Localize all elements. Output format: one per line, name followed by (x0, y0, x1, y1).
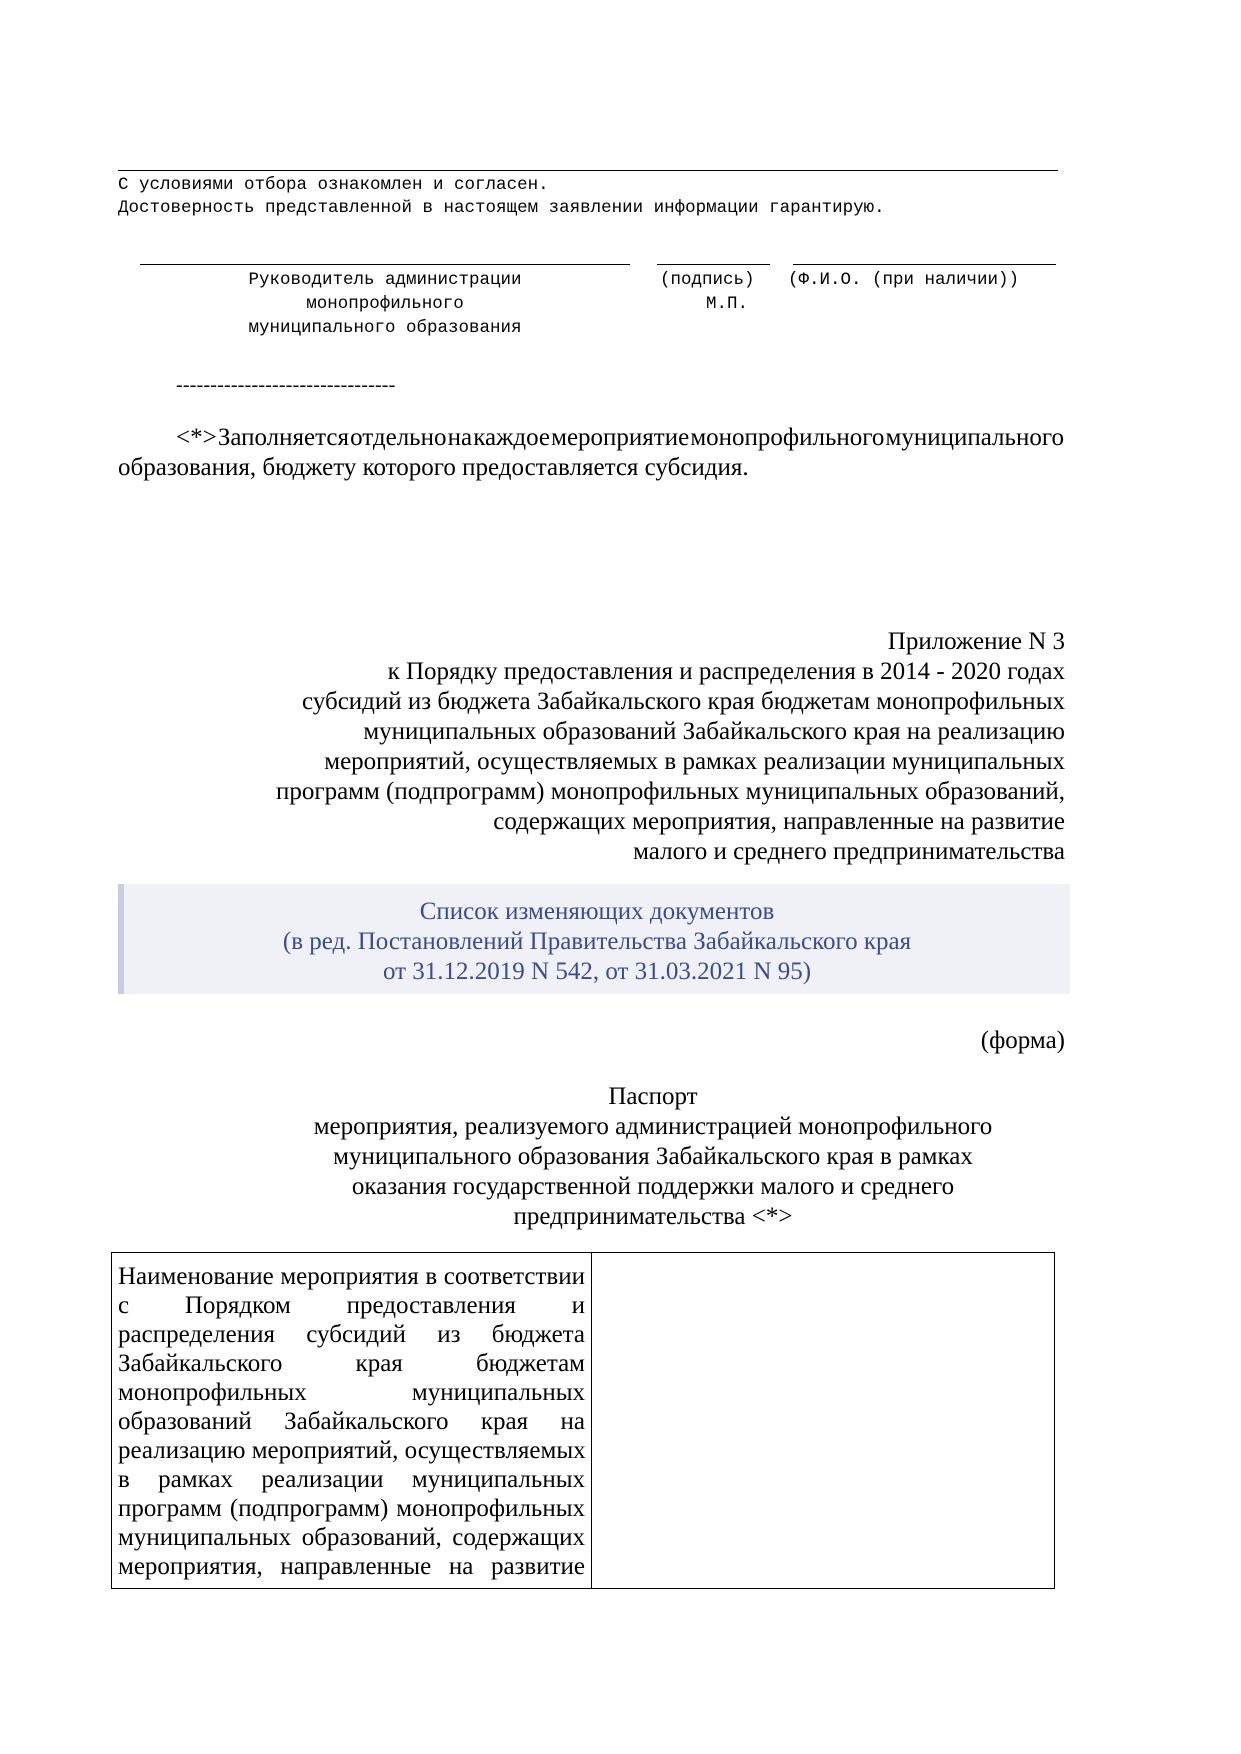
position-line-2: монопрофильного (306, 294, 464, 314)
fio-rule (793, 264, 1056, 265)
footnote-separator: -------------------------------- (176, 374, 396, 396)
statement-top-rule (118, 170, 1058, 171)
table-cell-line: распределения субсидий из бюджета (118, 1321, 585, 1348)
table-cell-line: образований Забайкальского края на (118, 1408, 585, 1435)
appendix-line: муниципальных образований Забайкальского края на реализацию (363, 718, 1065, 745)
passport-line: предпринимательства <*> (513, 1203, 793, 1230)
amendments-title: Список изменяющих документов (419, 898, 775, 925)
position-line-1: Руководитель администрации (248, 270, 522, 290)
appendix-line: малого и среднего предпринимательства (633, 838, 1065, 865)
appendix-line: Приложение N 3 (887, 628, 1065, 655)
table-cell-line: с Порядком предоставления и (118, 1292, 585, 1319)
passport-title: Паспорт (608, 1083, 698, 1110)
appendix-line: субсидий из бюджета Забайкальского края бюджетам монопрофильных (302, 688, 1065, 715)
amendments-box (118, 884, 1070, 994)
table-cell-line: Забайкальского края бюджетам (118, 1350, 585, 1377)
footnote-word: мероприятие (551, 424, 690, 451)
footnote-word: монопрофильного (690, 424, 885, 451)
position-line-3: муниципального образования (248, 318, 522, 338)
table-cell-line: монопрофильных муниципальных (118, 1379, 585, 1406)
footnote-word: Заполняется (217, 424, 349, 451)
amendments-line-2: (в ред. Постановлений Правительства Забайкальского края (282, 928, 912, 955)
table-cell-label (112, 1253, 592, 1588)
table-cell-value[interactable] (592, 1253, 1054, 1588)
passport-table (111, 1252, 1055, 1589)
form-label: (форма) (980, 1027, 1065, 1054)
table-cell-line: реализацию мероприятий, осуществляемых (118, 1437, 586, 1464)
appendix-line: программ (подпрограмм) монопрофильных муниципальных образований, (275, 778, 1065, 805)
footnote-line-2: образования, бюджету которого предоставляется субсидия. (118, 454, 749, 481)
table-cell-line: Наименование мероприятия в соответствии (118, 1263, 585, 1290)
signature-label: (подпись) (660, 270, 755, 290)
passport-subtitle (118, 1112, 1188, 1232)
footnote-word: муниципального (885, 424, 1064, 451)
table-cell-line: программ (подпрограмм) монопрофильных (118, 1495, 585, 1522)
footnote-word: на (447, 424, 473, 451)
passport-line: оказания государственной поддержки малого и среднего (351, 1173, 955, 1200)
footnote-word: <*> (176, 424, 217, 451)
statement-line-2: Достоверность представленной в настоящем заявлении информации гарантирую. (118, 198, 885, 218)
passport-line: мероприятия, реализуемого администрацией монопрофильного (313, 1113, 993, 1140)
amendments-line-3: от 31.12.2019 N 542, от 31.03.2021 N 95) (382, 958, 812, 985)
fio-label: (Ф.И.О. (при наличии)) (788, 270, 1020, 290)
position-rule (140, 264, 630, 265)
statement-line-1: С условиями отбора ознакомлен и согласен. (118, 175, 549, 195)
signature-rule (657, 264, 770, 265)
seal-label: М.П. (706, 294, 749, 314)
footnote-word: отдельно (350, 424, 447, 451)
appendix-header (165, 627, 1065, 867)
appendix-line: к Порядку предоставления и распределения в 2014 - 2020 годах (387, 658, 1065, 685)
table-cell-line: муниципальных образований, содержащих (118, 1524, 585, 1551)
table-cell-line: мероприятия, направленные на развитие (118, 1553, 585, 1580)
table-cell-line: в рамках реализации муниципальных (118, 1466, 585, 1493)
footnote-line-1 (176, 423, 1064, 453)
appendix-line: содержащих мероприятия, направленные на развитие (493, 808, 1065, 835)
appendix-line: мероприятий, осуществляемых в рамках реализации муниципальных (324, 748, 1065, 775)
footnote-word: каждое (473, 424, 550, 451)
passport-line: муниципального образования Забайкальского края в рамках (333, 1143, 973, 1170)
